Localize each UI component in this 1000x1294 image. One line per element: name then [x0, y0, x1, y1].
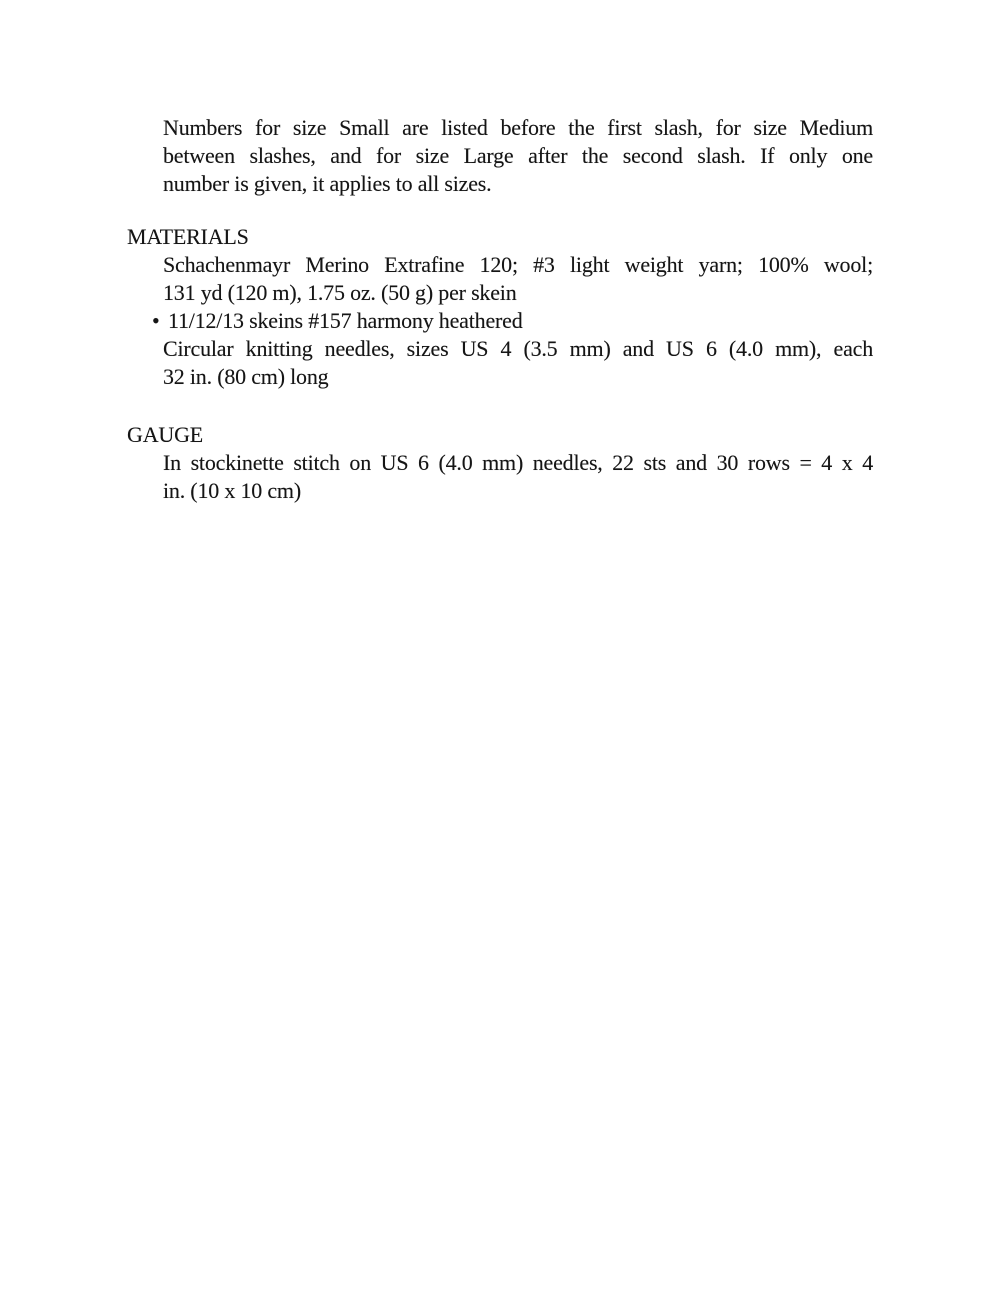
needles-line-2: 32 in. (80 cm) long	[163, 364, 329, 389]
gauge-line-2: in. (10 x 10 cm)	[163, 478, 301, 503]
materials-yarn-paragraph	[163, 251, 873, 307]
materials-heading: MATERIALS	[127, 224, 249, 249]
gauge-heading: GAUGE	[127, 422, 203, 447]
yarn-line-2: 131 yd (120 m), 1.75 oz. (50 g) per skein	[163, 280, 517, 305]
gauge-line-1: In stockinette stitch on US 6 (4.0 mm) needles, 22 sts and 30 rows = 4 x 4	[163, 450, 873, 475]
gauge-section	[127, 421, 873, 505]
materials-section	[127, 223, 873, 391]
skeins-bullet-item	[152, 307, 873, 335]
intro-line-1: Numbers for size Small are listed before the first slash, for size Medium	[163, 115, 873, 140]
skeins-bullet-text: 11/12/13 skeins #157 harmony heathered	[168, 308, 523, 333]
gauge-paragraph	[163, 449, 873, 505]
intro-line-3: number is given, it applies to all sizes.	[163, 171, 492, 196]
document-text-block	[127, 114, 873, 505]
materials-needles-paragraph	[163, 335, 873, 391]
intro-paragraph	[163, 114, 873, 198]
intro-line-2: between slashes, and for size Large after the second slash. If only one	[163, 143, 873, 168]
bullet-marker-icon: •	[152, 308, 160, 333]
needles-line-1: Circular knitting needles, sizes US 4 (3.5 mm) and US 6 (4.0 mm), each	[163, 336, 873, 361]
yarn-line-1: Schachenmayr Merino Extrafine 120; #3 light weight yarn; 100% wool;	[163, 252, 873, 277]
